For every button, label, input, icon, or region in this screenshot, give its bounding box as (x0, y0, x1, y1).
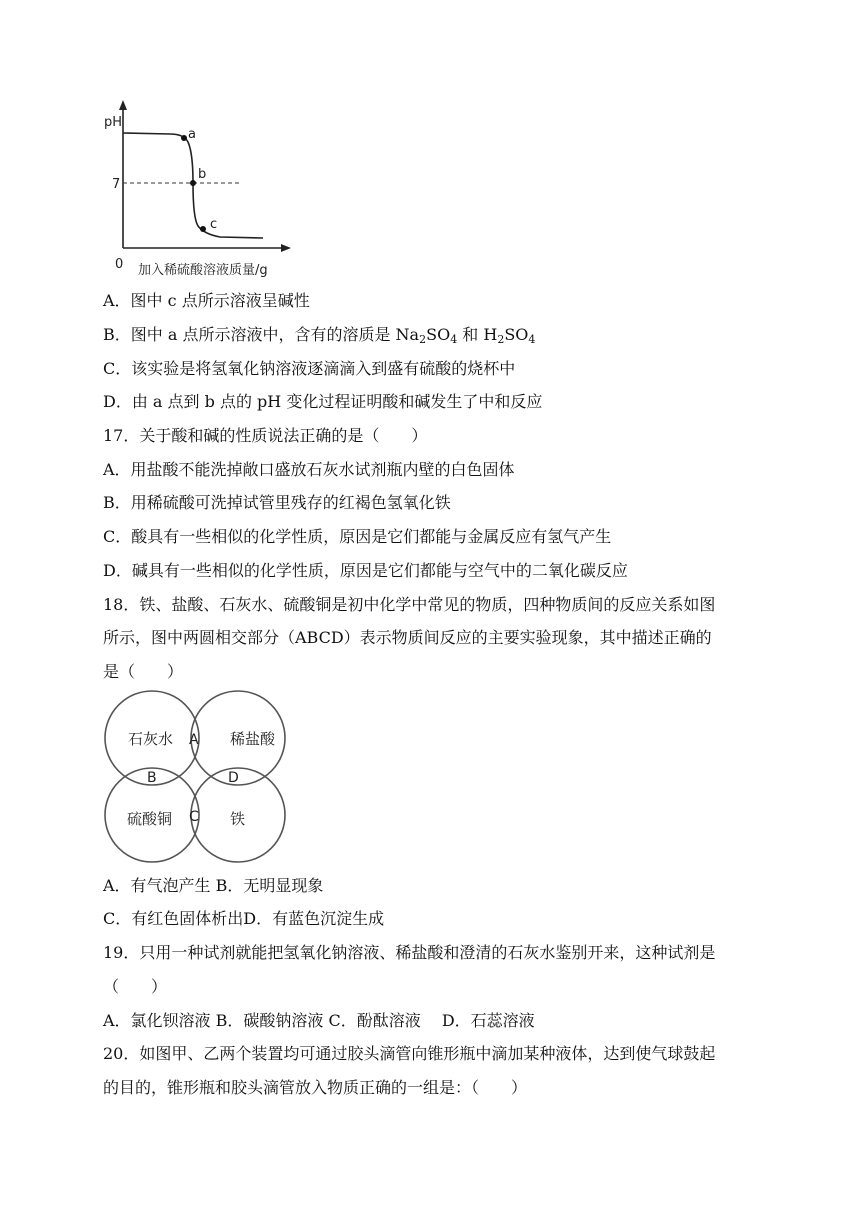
q18-stem-line3: 是（ ） (103, 662, 184, 681)
q16-b-sub-1: 2 (419, 333, 427, 346)
label-limewater: 石灰水 (128, 730, 174, 748)
q19-stem-line2: （ ） (103, 977, 168, 996)
venn-diagram (100, 690, 295, 865)
q16-b-text-4: SO (504, 325, 529, 344)
q17-option-d: D．碱具有一些相似的化学性质，原因是它们都能与空气中的二氧化碳反应 (103, 561, 628, 580)
q18-stem-line1: 18．铁、盐酸、石灰水、硫酸铜是初中化学中常见的物质，四种物质间的反应关系如图 (103, 595, 716, 614)
q19-stem-line1: 19．只用一种试剂就能把氢氧化钠溶液、稀盐酸和澄清的石灰水鉴别开来，这种试剂是 (103, 943, 716, 962)
point-b (190, 180, 196, 186)
q17-option-b: B．用稀硫酸可洗掉试管里残存的红褐色氢氧化铁 (103, 493, 451, 512)
q20-stem-line2: 的目的，锥形瓶和胶头滴管放入物质正确的一组是：（ ） (103, 1078, 528, 1097)
q16-b-text-1: B．图中 a 点所示溶液中，含有的溶质是 Na (103, 325, 420, 344)
point-c-label: c (210, 217, 218, 232)
ph-chart (100, 98, 300, 283)
q16-option-d: D．由 a 点到 b 点的 pH 变化过程证明酸和碱发生了中和反应 (103, 392, 543, 411)
y-axis-arrow (119, 100, 127, 110)
q18-stem-line2: 所示，图中两圆相交部分（ABCD）表示物质间反应的主要实验现象，其中描述正确的 (103, 628, 712, 647)
q16-option-c: C．该实验是将氢氧化钠溶液逐滴滴入到盛有硫酸的烧杯中 (103, 359, 516, 378)
region-a: A (189, 732, 199, 748)
point-a (181, 135, 187, 141)
region-c: C (189, 809, 199, 825)
q16-b-sub-3: 2 (497, 333, 505, 346)
region-b: B (147, 770, 157, 786)
q17-option-c: C．酸具有一些相似的化学性质，原因是它们都能与金属反应有氢气产生 (103, 527, 612, 546)
q19-options: A．氯化钡溶液 B．碳酸钠溶液 C．酚酞溶液 D．石蕊溶液 (103, 1011, 535, 1030)
q16-b-sub-2: 4 (450, 333, 458, 346)
q16-b-text-2: SO (426, 325, 451, 344)
label-copper-sulfate: 硫酸铜 (127, 810, 173, 828)
y-tick-7: 7 (112, 177, 121, 192)
point-c (200, 226, 206, 232)
q16-option-a: A．图中 c 点所示溶液呈碱性 (103, 291, 310, 310)
q18-options-ab: A．有气泡产生 B．无明显现象 (103, 876, 324, 895)
q17-stem: 17．关于酸和碱的性质说法正确的是（ ） (103, 426, 428, 445)
y-axis-label: pH (104, 115, 123, 130)
q20-stem-line1: 20．如图甲、乙两个装置均可通过胶头滴管向锥形瓶中滴加某种液体，达到使气球鼓起 (103, 1044, 716, 1063)
point-a-label: a (188, 127, 196, 142)
region-d: D (228, 770, 239, 786)
q18-options-cd: C．有红色固体析出D．有蓝色沉淀生成 (103, 909, 385, 928)
x-axis-arrow (281, 244, 291, 252)
origin-label: 0 (115, 257, 124, 272)
q16-b-text-3: 和 H (457, 325, 498, 344)
q16-option-b (103, 324, 535, 346)
label-iron: 铁 (230, 810, 246, 828)
x-axis-label: 加入稀硫酸溶液质量/g (138, 263, 268, 278)
point-b-label: b (198, 167, 207, 182)
q17-option-a: A．用盐酸不能洗掉敞口盛放石灰水试剂瓶内壁的白色固体 (103, 460, 515, 479)
label-hydrochloric-acid: 稀盐酸 (230, 730, 276, 748)
q16-b-sub-4: 4 (528, 333, 536, 346)
